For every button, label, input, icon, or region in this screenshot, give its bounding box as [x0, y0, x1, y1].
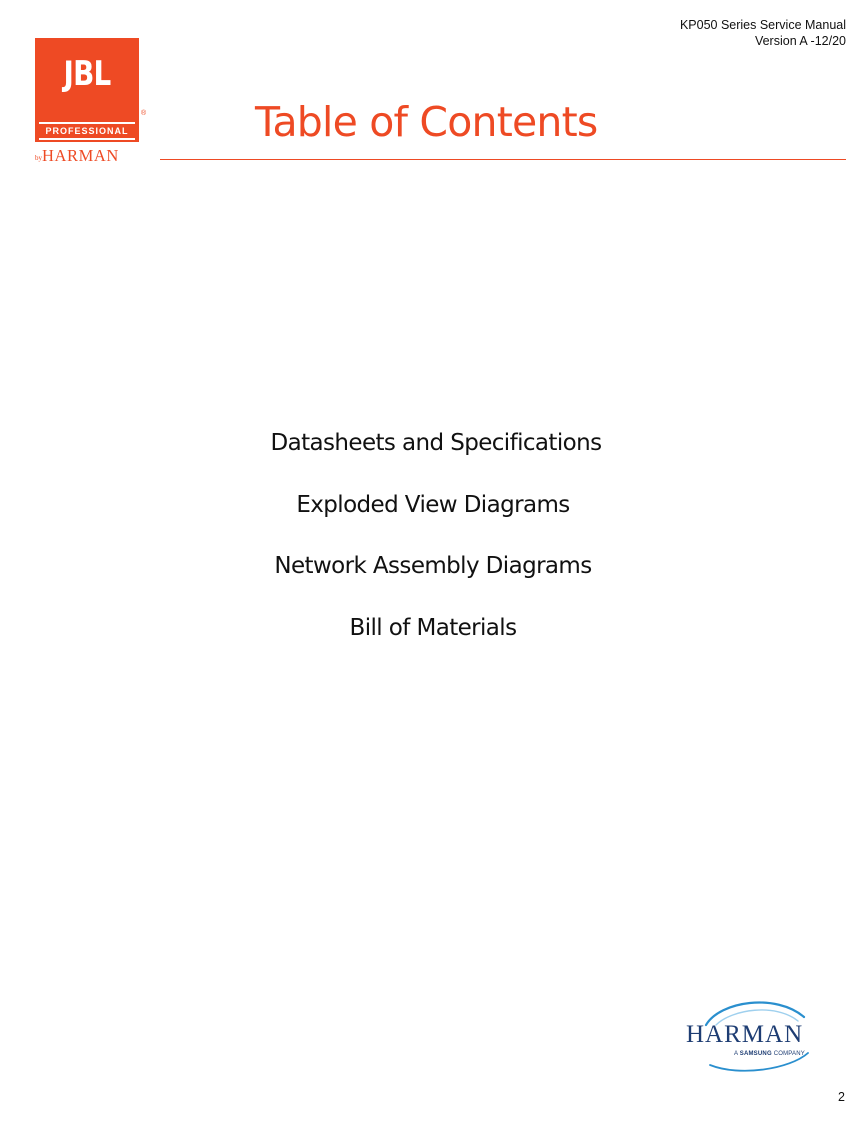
harman-text: HARMAN [42, 146, 119, 165]
professional-label: PROFESSIONAL [45, 126, 129, 136]
tagline-suffix: COMPANY [771, 1051, 805, 1057]
page-title: Table of Contents [255, 98, 598, 146]
logo-divider [39, 138, 135, 140]
harman-footer-logo [680, 995, 820, 1075]
toc-item-datasheets[interactable]: Datasheets and Specifications [270, 430, 602, 456]
toc-item-bill-of-materials[interactable]: Bill of Materials [349, 614, 517, 641]
registered-mark: ® [141, 110, 147, 117]
version-label: Version A -12/20 [754, 34, 846, 48]
tagline-brand: SAMSUNG [739, 1051, 772, 1057]
jbl-wordmark: JBL [63, 54, 111, 94]
by-text: by [35, 154, 42, 162]
toc-item-network-assembly[interactable]: Network Assembly Diagrams [274, 553, 592, 579]
toc-item-exploded-view[interactable]: Exploded View Diagrams [296, 491, 570, 518]
tagline-prefix: A [734, 1051, 740, 1057]
title-divider [160, 159, 846, 160]
logo-divider [39, 122, 135, 124]
harman-wordmark: HARMAN [686, 1021, 804, 1048]
by-harman-label [35, 146, 139, 166]
jbl-logo [35, 38, 139, 142]
page-number: 2 [838, 1090, 845, 1104]
manual-title: KP050 Series Service Manual [679, 18, 846, 32]
toc-list [0, 424, 866, 670]
samsung-company-tagline [734, 1051, 805, 1057]
document-header [680, 17, 846, 49]
